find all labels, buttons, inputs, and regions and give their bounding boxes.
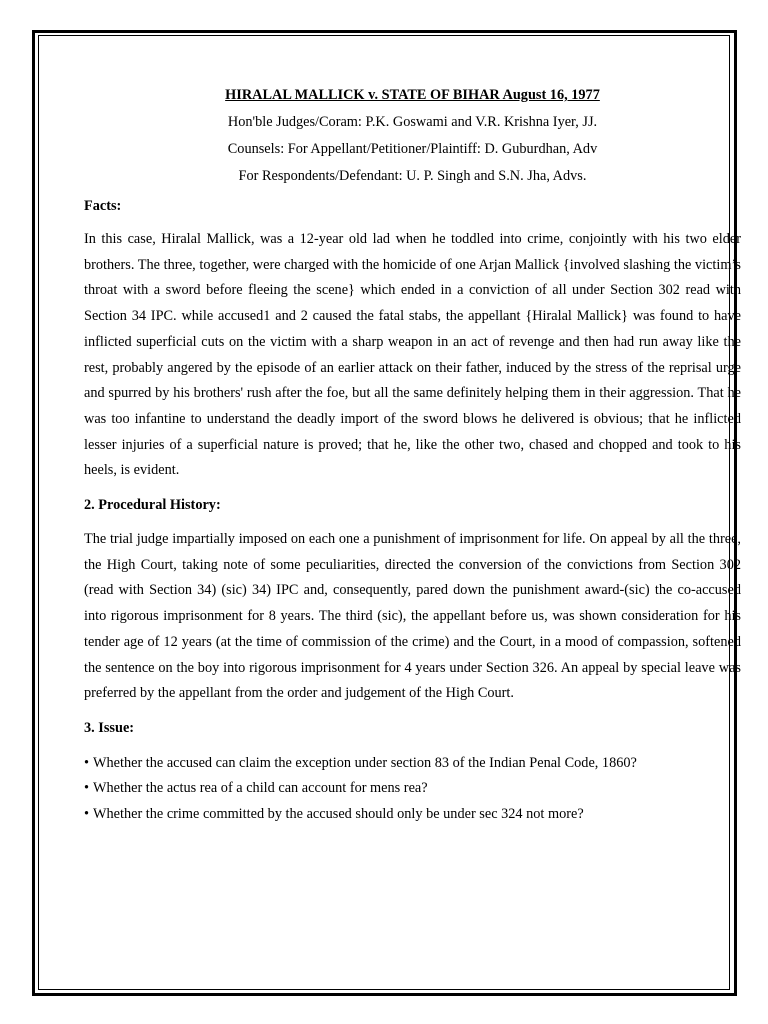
bullet-icon: • — [84, 780, 90, 797]
document-body — [84, 86, 741, 827]
issue-text: Whether the actus rea of a child can account for mens rea? — [93, 780, 428, 797]
procedural-history-heading: 2. Procedural History: — [84, 497, 221, 514]
issue-list — [84, 751, 741, 828]
case-title: HIRALAL MALLICK v. STATE OF BIHAR August 16, 1977 — [225, 87, 600, 103]
counsel-appellant-line: Counsels: For Appellant/Petitioner/Plaintiff: D. Guburdhan, Adv — [227, 141, 598, 157]
issue-heading: 3. Issue: — [84, 719, 135, 736]
facts-heading: Facts: — [84, 198, 122, 214]
issue-item — [84, 802, 741, 828]
bullet-icon: • — [84, 754, 90, 771]
judges-line: Hon'ble Judges/Coram: P.K. Goswami and V.R. Krishna Iyer, JJ. — [227, 114, 598, 130]
procedural-history-paragraph: The trial judge impartially imposed on each one a punishment of imprisonment for life. On appeal by all the three, the High Court, taking note of some peculiarities, directed the conversion of the convictions from Section 302 (read with Section 34) (sic) 34) IPC and, consequently, pared down the punishment award-(sic) the co-accused into rigorous imprisonment for 8 years. The third (sic), the appellant before us, was shown consideration for his tender age of 12 years (at the time of commission of the crime) and the Court, in a mood of compassion, softened the sentence on the boy into rigorous imprisonment for 4 years under Section 326. An appeal by special leave was preferred by the appellant from the order and judgement of the High Court. — [84, 531, 741, 702]
issue-item — [84, 751, 741, 777]
facts-paragraph: In this case, Hiralal Mallick, was a 12-year old lad when he toddled into crime, conjointly with his two elder brothers. The three, together, were charged with the homicide of one Arjan Mallick {involved slashing the victim’s throat with a sword before fleeing the scene} which ended in a conviction of all under Section 302 read with Section 34 IPC. while accused1 and 2 caused the fatal stabs, the appellant {Hiralal Mallick} was found to have inflicted superficial cuts on the victim with a sharp weapon in an act of revenge and then had run away like the rest, probably angered by the episode of an earlier attack on their father, induced by the stress of the reprisal urge and spurred by his brothers' rush after the foe, but all the same definitely helping them in their aggression. That he was too infantine to understand the deadly import of the sword blows he delivered is obvious; that he inflicted lesser injuries of a superficial nature is proved; that he, like the other two, chased and chopped and took to his heels, is evident. — [84, 231, 741, 479]
issue-text: Whether the accused can claim the exception under section 83 of the Indian Penal Code, 1860? — [93, 754, 637, 771]
counsel-respondent-line: For Respondents/Defendant: U. P. Singh and S.N. Jha, Advs. — [238, 168, 587, 184]
issue-text: Whether the crime committed by the accused should only be under sec 324 not more? — [93, 805, 584, 822]
issue-item — [84, 776, 741, 802]
bullet-icon: • — [84, 805, 90, 822]
